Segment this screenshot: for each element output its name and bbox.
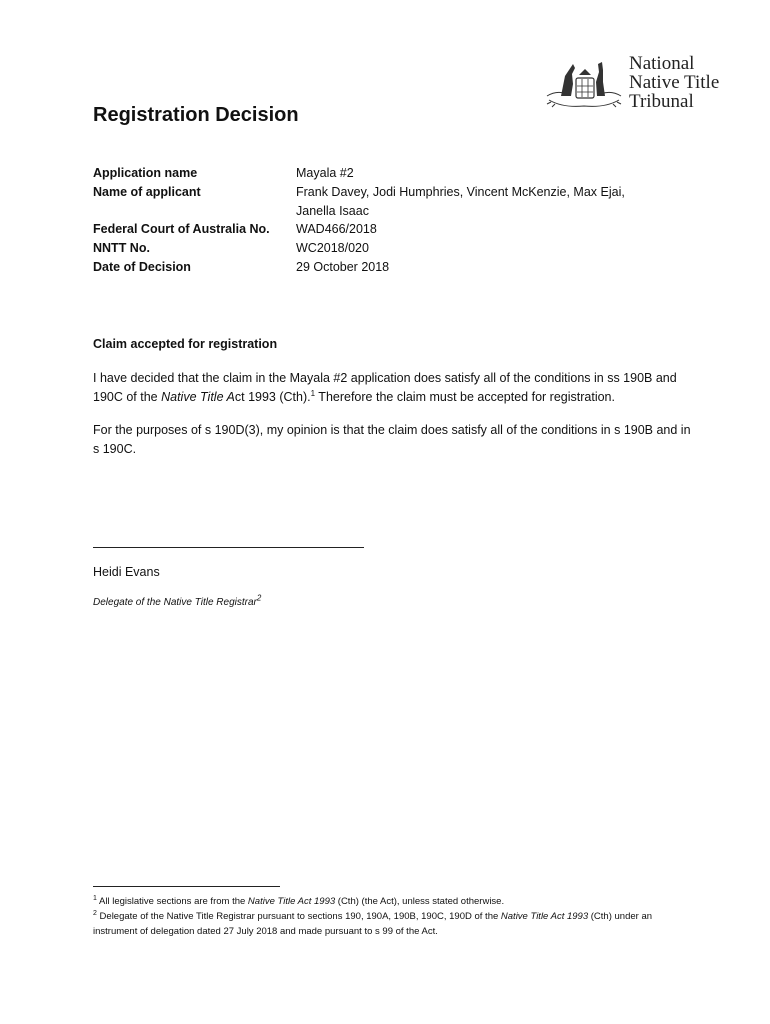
signer-role-text: Delegate of the Native Title Registrar [93,597,257,608]
detail-value: Frank Davey, Jodi Humphries, Vincent McKenzie, Max Ejai, Janella Isaac [296,184,625,218]
detail-value: 29 October 2018 [296,259,390,274]
section-heading: Claim accepted for registration [93,337,278,351]
detail-value: Mayala #2 [296,166,354,180]
footnote-italic: Native Title Act 1993 [247,896,336,907]
logo-wordmark [629,54,719,111]
footnote-text: (Cth) under an instrument of delegation dated 27 July 2018 and made pursuant to s 99 of the Act. [93,911,653,937]
detail-label: NNTT No. [93,241,150,256]
detail-value: WC2018/020 [296,241,369,256]
footnote-italic: Native Title Act 1993 [500,911,589,922]
footnote-ref[interactable]: 1 [310,388,316,398]
act-title-italic: Native Title A [161,390,235,404]
act-title-rest: ct 1993 (Cth). [234,390,311,404]
opinion-paragraph: For the purposes of s 190D(3), my opinion is that the claim does satisfy all of the conditions in s 190B and in s 190C. [93,423,691,456]
detail-value: WAD466/2018 [296,222,377,237]
footnote-text: Delegate of the Native Title Registrar pursuant to sections 190, 190A, 190B, 190C, 190D of the [96,911,501,922]
footnotes [93,894,693,939]
signer-role [93,593,262,608]
paragraph-text: I have decided that the claim in the Mayala #2 application does satisfy all of the conditions in ss 190B and 190C of the [93,371,677,404]
nntt-logo [543,54,743,118]
detail-label: Date of Decision [93,259,191,274]
detail-label: Application name [93,166,198,180]
signer-name: Heidi Evans [93,565,160,579]
logo-line-1: National [629,53,695,74]
detail-label: Name of applicant [93,184,201,199]
coat-of-arms-icon [543,56,625,112]
footnote-2 [93,909,693,939]
paragraph-text: Therefore the claim must be accepted for registration. [315,390,615,404]
detail-label: Federal Court of Australia No. [93,222,270,237]
footnote-divider [93,886,280,887]
logo-line-2: Native Title [629,72,720,93]
signature-line [93,547,364,548]
logo-line-3: Tribunal [629,91,694,112]
footnote-number: 2 [93,909,97,917]
page-title: Registration Decision [93,104,299,126]
footnote-text: All legislative sections are from the [96,896,248,907]
decision-paragraph [93,369,693,407]
footnote-number: 1 [93,894,97,902]
footnote-ref[interactable]: 2 [256,593,262,603]
footnote-1 [93,894,693,909]
footnote-text: (Cth) (the Act), unless stated otherwise. [335,896,505,907]
